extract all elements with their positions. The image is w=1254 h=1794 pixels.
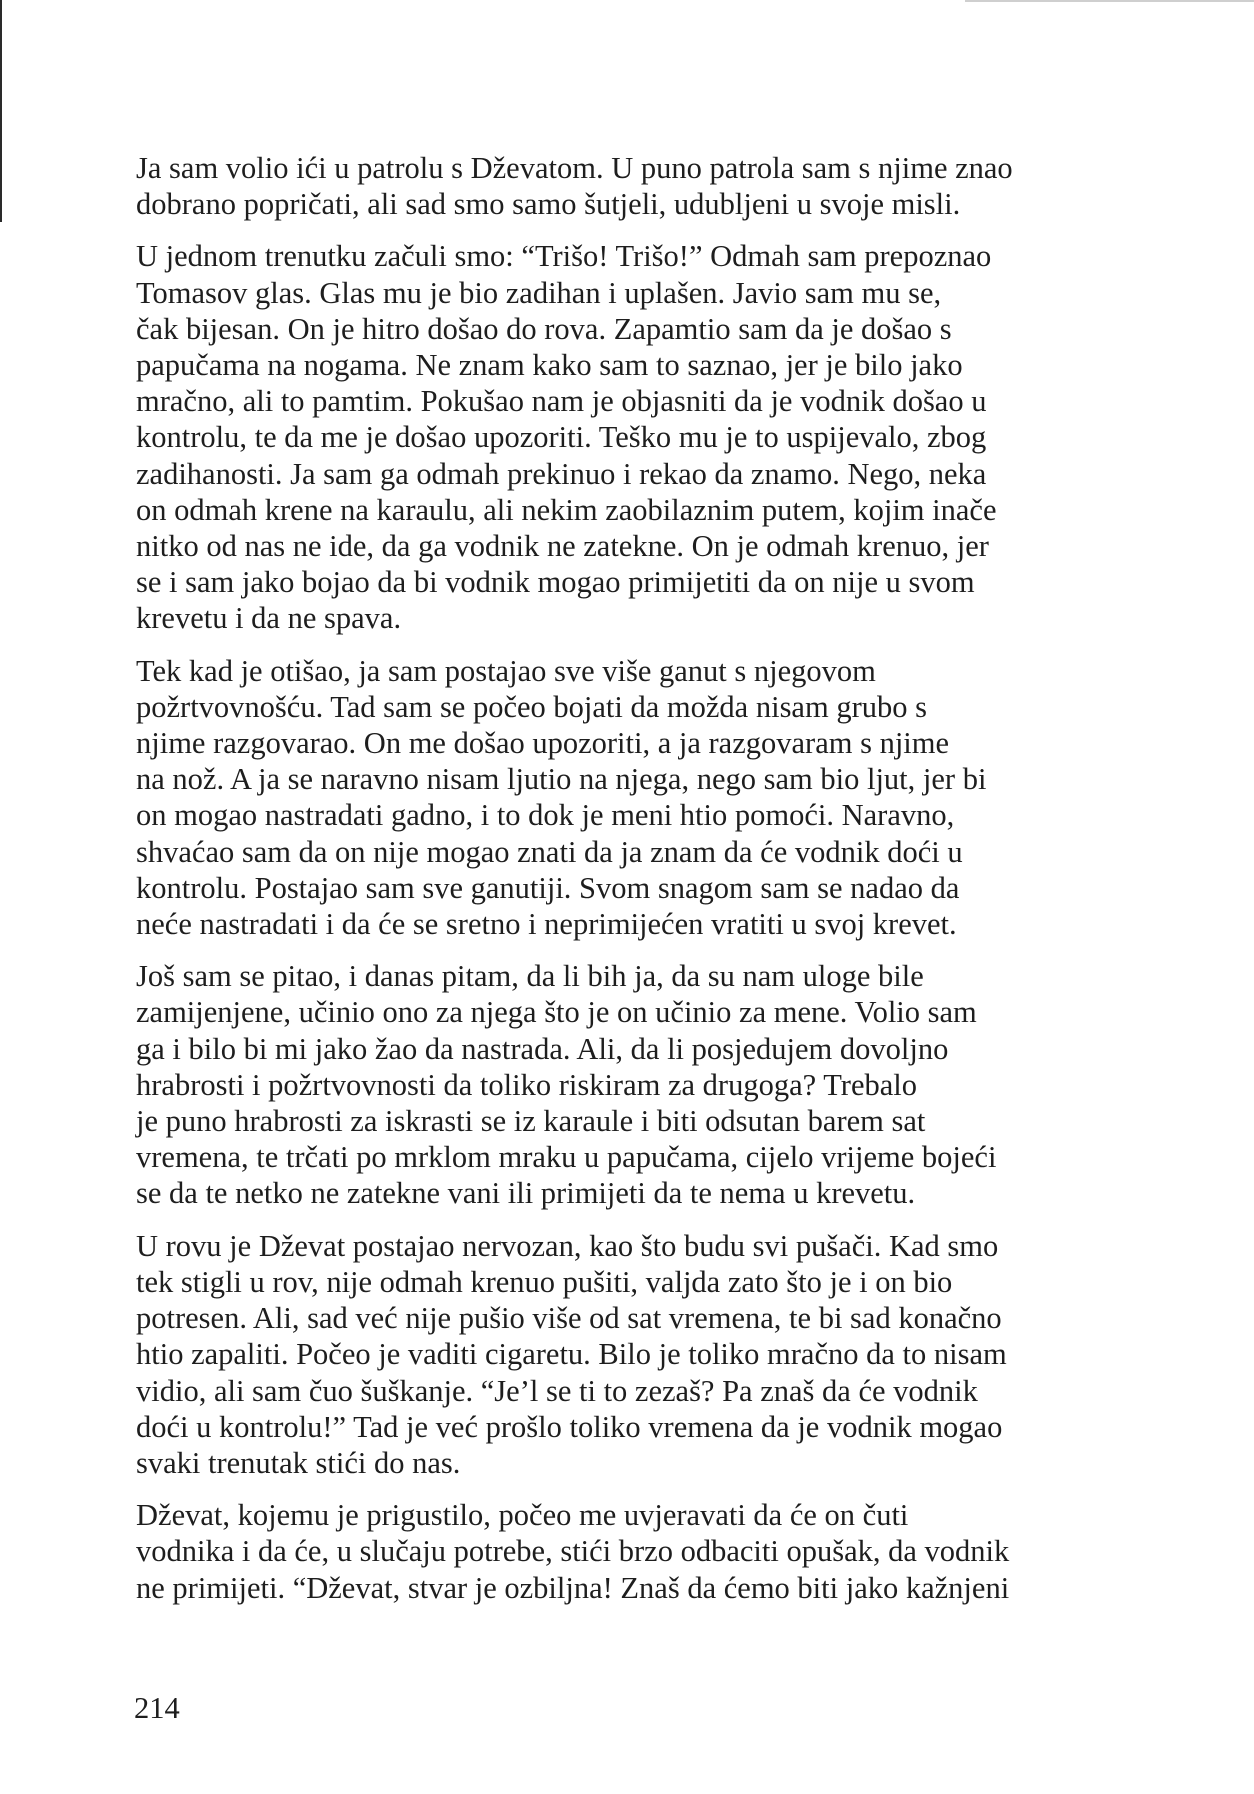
text-line: U rovu je Dževat postajao nervozan, kao što budu svi pušači. Kad smo — [136, 1228, 999, 1263]
text-line: čak bijesan. On je hitro došao do rova. Zapamtio sam da je došao s — [136, 311, 952, 346]
text-line: Još sam se pitao, i danas pitam, da li bih ja, da su nam uloge bile — [136, 959, 924, 994]
paragraph — [136, 238, 1128, 636]
text-line: U jednom trenutku začuli smo: “Trišo! Trišo!” Odmah sam prepoznao — [136, 239, 992, 274]
text-line: zamijenjene, učinio ono za njega što je on učinio za mene. Volio sam — [136, 995, 977, 1030]
page-top-edge — [965, 0, 1254, 2]
text-line: krevetu i da ne spava. — [136, 601, 402, 636]
text-line: je puno hrabrosti za iskrasti se iz karaule i biti odsutan barem sat — [136, 1104, 926, 1139]
text-line: tek stigli u rov, nije odmah krenuo pušiti, valjda zato što je i on bio — [136, 1264, 953, 1299]
text-line: neće nastradati i da će se sretno i neprimijećen vratiti u svoj krevet. — [136, 907, 957, 942]
text-line: kontrolu, te da me je došao upozoriti. Teško mu je to uspijevalo, zbog — [136, 420, 987, 455]
text-line: doći u kontrolu!” Tad je već prošlo toliko vremena da je vodnik mogao — [136, 1409, 1003, 1444]
text-line: mračno, ali to pamtim. Pokušao nam je objasniti da je vodnik došao u — [136, 384, 987, 419]
text-line: njime razgovarao. On me došao upozoriti, a ja razgovaram s njime — [136, 726, 950, 761]
text-line: svaki trenutak stići do nas. — [136, 1445, 461, 1480]
text-line: papučama na nogama. Ne znam kako sam to saznao, jer je bilo jako — [136, 348, 963, 383]
text-line: nitko od nas ne ide, da ga vodnik ne zatekne. On je odmah krenuo, jer — [136, 529, 989, 564]
paragraph — [136, 1497, 1128, 1606]
text-line: vremena, te trčati po mrklom mraku u papučama, cijelo vrijeme bojeći — [136, 1140, 997, 1175]
page-left-edge — [0, 0, 2, 222]
text-line: se da te netko ne zatekne vani ili primijeti da te nema u krevetu. — [136, 1176, 916, 1211]
text-line: Tomasov glas. Glas mu je bio zadihan i uplašen. Javio sam mu se, — [136, 275, 942, 310]
text-line: on odmah krene na karaulu, ali nekim zaobilaznim putem, kojim inače — [136, 492, 997, 527]
text-line: na nož. A ja se naravno nisam ljutio na njega, nego sam bio ljut, jer bi — [136, 762, 987, 797]
text-line: zadihanosti. Ja sam ga odmah prekinuo i rekao da znamo. Nego, neka — [136, 456, 987, 491]
text-line: Dževat, kojemu je prigustilo, počeo me uvjeravati da će on čuti — [136, 1498, 909, 1533]
paragraph — [136, 1228, 1128, 1481]
text-line: Tek kad je otišao, ja sam postajao sve više ganut s njegovom — [136, 653, 876, 688]
paragraph — [136, 150, 1128, 222]
text-line: se i sam jako bojao da bi vodnik mogao primijetiti da on nije u svom — [136, 565, 975, 600]
text-line: htio zapaliti. Počeo je vaditi cigaretu. Bilo je toliko mračno da to nisam — [136, 1337, 1007, 1372]
body-text — [136, 150, 1128, 1622]
text-line: Ja sam volio ići u patrolu s Dževatom. U puno patrola sam s njime znao — [136, 151, 1013, 185]
text-line: ne primijeti. “Dževat, stvar je ozbiljna! Znaš da ćemo biti jako kažnjeni — [136, 1570, 1010, 1605]
paragraph — [136, 653, 1128, 943]
text-line: kontrolu. Postajao sam sve ganutiji. Svom snagom sam se nadao da — [136, 870, 960, 905]
text-line: shvaćao sam da on nije mogao znati da ja znam da će vodnik doći u — [136, 834, 963, 869]
text-line: on mogao nastradati gadno, i to dok je meni htio pomoći. Naravno, — [136, 798, 955, 833]
text-line: hrabrosti i požrtvovnosti da toliko riskiram za drugoga? Trebalo — [136, 1067, 917, 1102]
text-line: dobrano popričati, ali sad smo samo šutjeli, udubljeni u svoje misli. — [136, 187, 961, 222]
text-line: ga i bilo bi mi jako žao da nastrada. Ali, da li posjedujem dovoljno — [136, 1031, 949, 1066]
text-line: vodnika i da će, u slučaju potrebe, stići brzo odbaciti opušak, da vodnik — [136, 1534, 1010, 1569]
text-line: potresen. Ali, sad već nije pušio više od sat vremena, te bi sad konačno — [136, 1301, 1002, 1336]
text-line: vidio, ali sam čuo šuškanje. “Je’l se ti to zezaš? Pa znaš da će vodnik — [136, 1373, 978, 1408]
page-number: 214 — [134, 1691, 180, 1725]
paragraph — [136, 958, 1128, 1211]
text-line: požrtvovnošću. Tad sam se počeo bojati da možda nisam grubo s — [136, 689, 927, 724]
